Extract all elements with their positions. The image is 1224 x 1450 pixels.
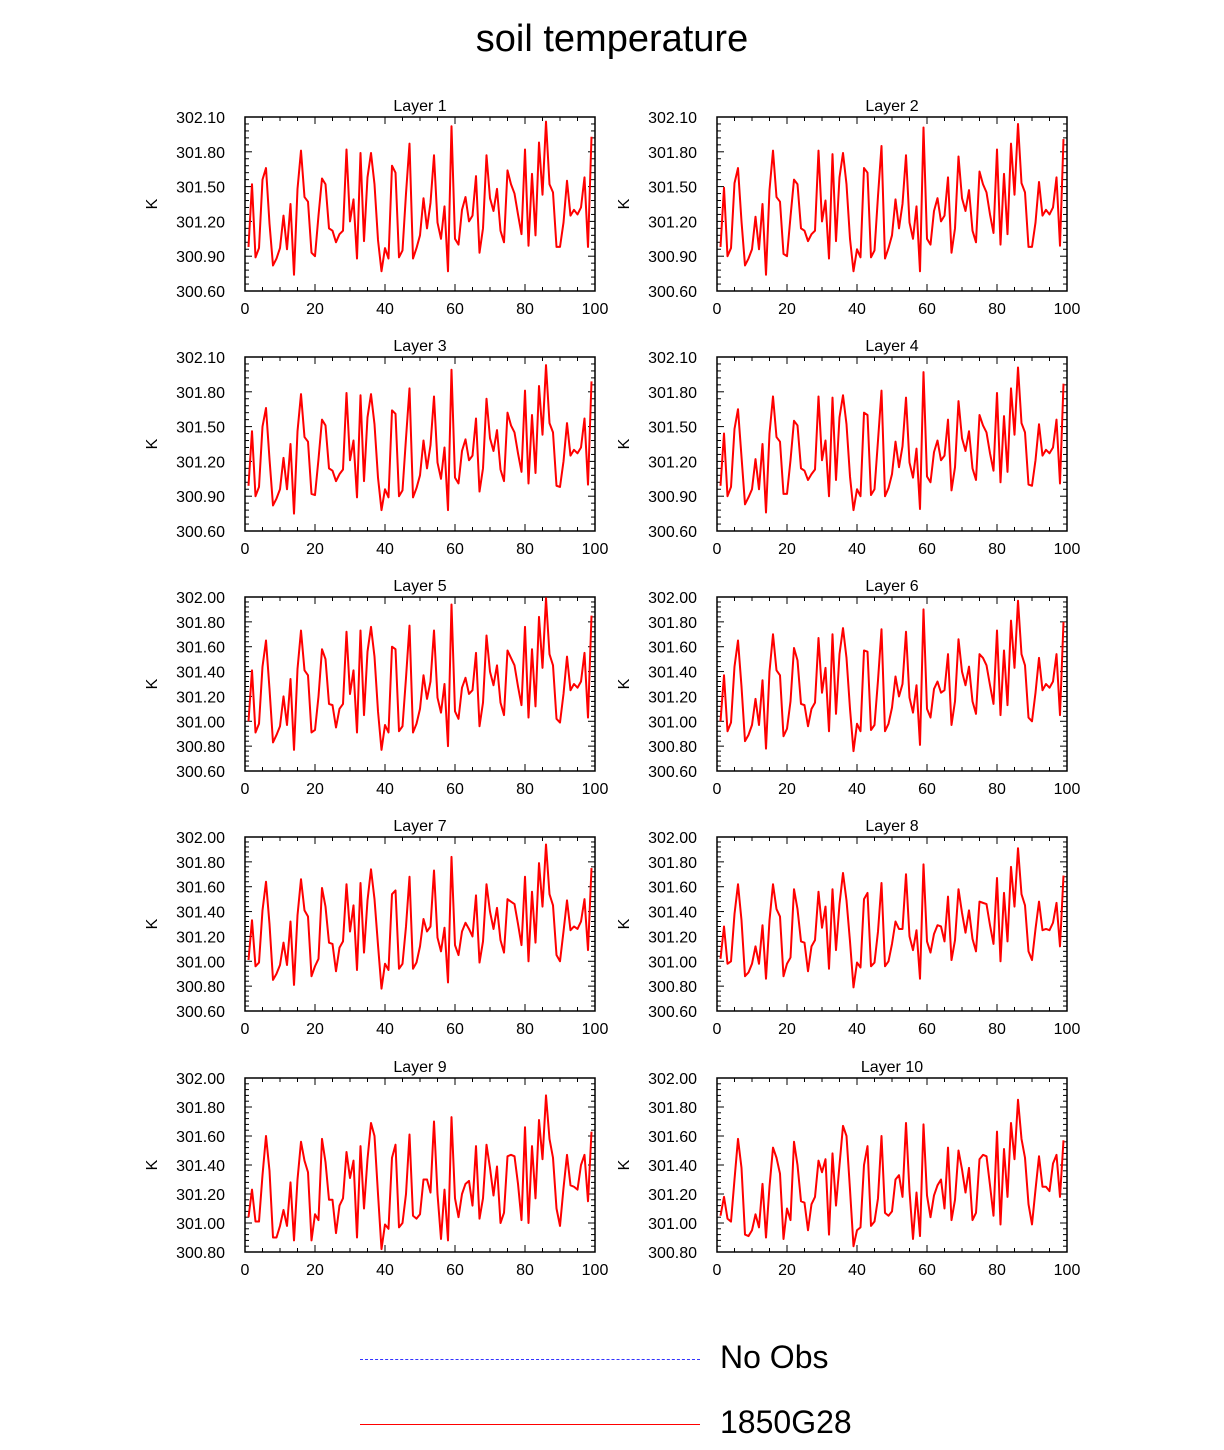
x-tick-label: 20 — [306, 1262, 324, 1279]
y-tick-label: 301.40 — [648, 1158, 697, 1175]
y-tick-label: 300.90 — [176, 489, 225, 507]
y-tick-label: 302.10 — [176, 350, 225, 367]
x-tick-label: 40 — [376, 1262, 394, 1279]
panel-layer-2 — [616, 98, 1080, 318]
x-tick-label: 100 — [581, 541, 609, 558]
y-tick-label: 301.00 — [176, 714, 225, 732]
y-tick-label: 300.80 — [648, 979, 697, 997]
y-tick-label: 301.60 — [648, 879, 697, 897]
y-tick-label: 301.80 — [176, 1100, 225, 1117]
y-tick-label: 301.00 — [176, 954, 225, 972]
panel-title: Layer 6 — [865, 578, 919, 595]
panel-title: Layer 9 — [393, 1059, 447, 1076]
y-tick-label: 301.20 — [176, 1187, 225, 1204]
y-tick-label: 301.80 — [176, 854, 225, 872]
series-line-1850g28 — [721, 1100, 1064, 1246]
y-axis-label: K — [616, 1159, 633, 1171]
y-axis-label: K — [144, 198, 161, 210]
y-tick-label: 302.00 — [176, 590, 225, 607]
x-tick-label: 80 — [516, 1262, 534, 1279]
x-tick-label: 80 — [516, 541, 534, 558]
y-tick-label: 301.00 — [648, 1216, 697, 1233]
y-axis-label: K — [616, 198, 633, 210]
y-tick-label: 300.80 — [176, 739, 225, 757]
y-axis-label: K — [144, 678, 161, 690]
y-tick-label: 301.20 — [648, 929, 697, 947]
series-line-1850g28 — [249, 365, 592, 513]
x-tick-label: 40 — [848, 1021, 866, 1038]
panel-layer-3 — [144, 338, 608, 558]
y-tick-label: 301.80 — [648, 614, 697, 632]
series-line-1850g28 — [721, 601, 1064, 751]
x-tick-label: 100 — [1053, 541, 1081, 558]
panel-layer-6 — [616, 578, 1080, 798]
x-tick-label: 100 — [1053, 781, 1081, 798]
y-tick-label: 301.80 — [176, 614, 225, 632]
x-tick-label: 60 — [446, 541, 464, 558]
x-tick-label: 100 — [581, 1262, 609, 1279]
y-tick-label: 301.50 — [648, 179, 697, 197]
panel-title: Layer 7 — [393, 818, 447, 835]
series-line-1850g28 — [721, 367, 1064, 512]
panel-layer-10 — [616, 1059, 1080, 1279]
x-tick-label: 80 — [988, 1262, 1006, 1279]
x-tick-label: 80 — [988, 1021, 1006, 1038]
y-tick-label: 301.60 — [176, 639, 225, 657]
series-line-1850g28 — [249, 598, 592, 750]
x-tick-label: 100 — [1053, 1262, 1081, 1279]
x-tick-label: 60 — [918, 541, 936, 558]
y-tick-label: 300.60 — [176, 764, 225, 781]
y-tick-label: 301.80 — [648, 384, 697, 402]
x-tick-label: 0 — [712, 781, 722, 798]
series-line-1850g28 — [249, 1095, 592, 1249]
y-tick-label: 300.90 — [176, 249, 225, 267]
x-tick-label: 100 — [1053, 301, 1081, 318]
panel-title: Layer 3 — [393, 338, 447, 355]
y-tick-label: 301.20 — [176, 689, 225, 707]
y-tick-label: 301.80 — [176, 384, 225, 402]
y-tick-label: 302.00 — [648, 830, 697, 847]
y-tick-label: 300.60 — [176, 284, 225, 301]
y-axis-label: K — [616, 918, 633, 930]
x-tick-label: 60 — [446, 781, 464, 798]
panel-layer-9 — [144, 1059, 608, 1279]
x-tick-label: 20 — [778, 541, 796, 558]
figure-title: soil temperature — [475, 18, 749, 60]
x-tick-label: 0 — [240, 301, 250, 318]
x-tick-label: 0 — [240, 1262, 250, 1279]
series-line-1850g28 — [249, 844, 592, 988]
y-tick-label: 300.60 — [648, 1004, 697, 1021]
x-tick-label: 60 — [446, 301, 464, 318]
y-tick-label: 301.80 — [648, 144, 697, 162]
y-tick-label: 302.00 — [176, 830, 225, 847]
series-line-1850g28 — [721, 848, 1064, 987]
y-tick-label: 301.00 — [176, 1216, 225, 1233]
y-tick-label: 301.60 — [176, 1129, 225, 1146]
y-tick-label: 300.90 — [648, 489, 697, 507]
x-tick-label: 80 — [988, 541, 1006, 558]
y-tick-label: 301.00 — [648, 714, 697, 732]
y-tick-label: 300.80 — [648, 1245, 697, 1262]
y-tick-label: 300.80 — [176, 1245, 225, 1262]
x-tick-label: 0 — [240, 541, 250, 558]
x-tick-label: 40 — [848, 541, 866, 558]
y-tick-label: 302.10 — [648, 350, 697, 367]
y-axis-label: K — [616, 438, 633, 450]
x-tick-label: 40 — [848, 1262, 866, 1279]
y-tick-label: 301.20 — [648, 1187, 697, 1204]
y-tick-label: 301.40 — [176, 904, 225, 922]
x-tick-label: 60 — [918, 301, 936, 318]
x-tick-label: 40 — [376, 781, 394, 798]
x-tick-label: 100 — [1053, 1021, 1081, 1038]
y-tick-label: 301.00 — [648, 954, 697, 972]
x-tick-label: 100 — [581, 1021, 609, 1038]
y-tick-label: 300.60 — [176, 1004, 225, 1021]
x-tick-label: 0 — [712, 541, 722, 558]
x-tick-label: 20 — [306, 1021, 324, 1038]
x-tick-label: 20 — [778, 781, 796, 798]
x-tick-label: 80 — [516, 781, 534, 798]
x-tick-label: 40 — [376, 541, 394, 558]
panel-layer-5 — [144, 578, 608, 798]
x-tick-label: 80 — [988, 301, 1006, 318]
x-tick-label: 60 — [918, 1021, 936, 1038]
y-tick-label: 301.40 — [648, 904, 697, 922]
y-tick-label: 302.00 — [176, 1071, 225, 1088]
y-tick-label: 301.20 — [648, 689, 697, 707]
x-tick-label: 40 — [848, 301, 866, 318]
y-axis-label: K — [616, 678, 633, 690]
y-tick-label: 300.60 — [648, 524, 697, 541]
y-tick-label: 301.60 — [648, 639, 697, 657]
x-tick-label: 100 — [581, 301, 609, 318]
x-tick-label: 100 — [581, 781, 609, 798]
series-line-1850g28 — [249, 122, 592, 275]
y-tick-label: 301.60 — [648, 1129, 697, 1146]
x-tick-label: 80 — [516, 301, 534, 318]
y-tick-label: 301.80 — [176, 144, 225, 162]
y-axis-label: K — [144, 1159, 161, 1171]
plot-frame — [245, 1078, 595, 1252]
y-tick-label: 301.20 — [176, 214, 225, 232]
x-tick-label: 20 — [778, 1021, 796, 1038]
y-tick-label: 301.60 — [176, 879, 225, 897]
y-tick-label: 300.80 — [648, 739, 697, 757]
panel-title: Layer 10 — [860, 1059, 924, 1076]
x-tick-label: 20 — [306, 541, 324, 558]
x-tick-label: 20 — [306, 301, 324, 318]
y-tick-label: 301.20 — [176, 929, 225, 947]
y-tick-label: 301.20 — [648, 214, 697, 232]
panel-layer-8 — [616, 818, 1080, 1038]
y-tick-label: 301.40 — [648, 664, 697, 682]
x-tick-label: 20 — [778, 301, 796, 318]
x-tick-label: 0 — [712, 301, 722, 318]
y-tick-label: 300.60 — [648, 284, 697, 301]
panel-layer-4 — [616, 338, 1080, 558]
panel-layer-1 — [144, 98, 608, 318]
x-tick-label: 0 — [712, 1021, 722, 1038]
y-axis-label: K — [144, 918, 161, 930]
panel-title: Layer 8 — [865, 818, 919, 835]
x-tick-label: 20 — [306, 781, 324, 798]
y-tick-label: 300.60 — [648, 764, 697, 781]
x-tick-label: 0 — [712, 1262, 722, 1279]
legend-swatch-solid — [360, 1424, 700, 1425]
x-tick-label: 40 — [376, 301, 394, 318]
panel-title: Layer 1 — [393, 98, 447, 115]
y-tick-label: 301.50 — [176, 419, 225, 437]
y-axis-label: K — [144, 438, 161, 450]
panel-title: Layer 4 — [865, 338, 919, 355]
y-tick-label: 301.20 — [176, 454, 225, 472]
y-tick-label: 301.20 — [648, 454, 697, 472]
x-tick-label: 20 — [778, 1262, 796, 1279]
y-tick-label: 302.00 — [648, 1071, 697, 1088]
x-tick-label: 60 — [918, 781, 936, 798]
y-tick-label: 301.50 — [648, 419, 697, 437]
x-tick-label: 40 — [848, 781, 866, 798]
y-tick-label: 301.40 — [176, 664, 225, 682]
x-tick-label: 40 — [376, 1021, 394, 1038]
y-tick-label: 301.40 — [176, 1158, 225, 1175]
x-tick-label: 60 — [446, 1021, 464, 1038]
legend-swatch-dashed — [360, 1359, 700, 1360]
panel-title: Layer 5 — [393, 578, 447, 595]
x-tick-label: 0 — [240, 781, 250, 798]
x-tick-label: 60 — [918, 1262, 936, 1279]
y-tick-label: 302.10 — [176, 110, 225, 127]
y-tick-label: 301.80 — [648, 1100, 697, 1117]
x-tick-label: 80 — [516, 1021, 534, 1038]
y-tick-label: 301.80 — [648, 854, 697, 872]
panel-title: Layer 2 — [865, 98, 919, 115]
y-tick-label: 301.50 — [176, 179, 225, 197]
y-tick-label: 302.10 — [648, 110, 697, 127]
y-tick-label: 300.60 — [176, 524, 225, 541]
x-tick-label: 0 — [240, 1021, 250, 1038]
series-line-1850g28 — [721, 124, 1064, 275]
x-tick-label: 80 — [988, 781, 1006, 798]
plot-frame — [717, 1078, 1067, 1252]
legend-label: 1850G28 — [720, 1404, 852, 1440]
y-tick-label: 302.00 — [648, 590, 697, 607]
y-tick-label: 300.90 — [648, 249, 697, 267]
panel-layer-7 — [144, 818, 608, 1038]
legend-label: No Obs — [720, 1339, 829, 1375]
x-tick-label: 60 — [446, 1262, 464, 1279]
y-tick-label: 300.80 — [176, 979, 225, 997]
